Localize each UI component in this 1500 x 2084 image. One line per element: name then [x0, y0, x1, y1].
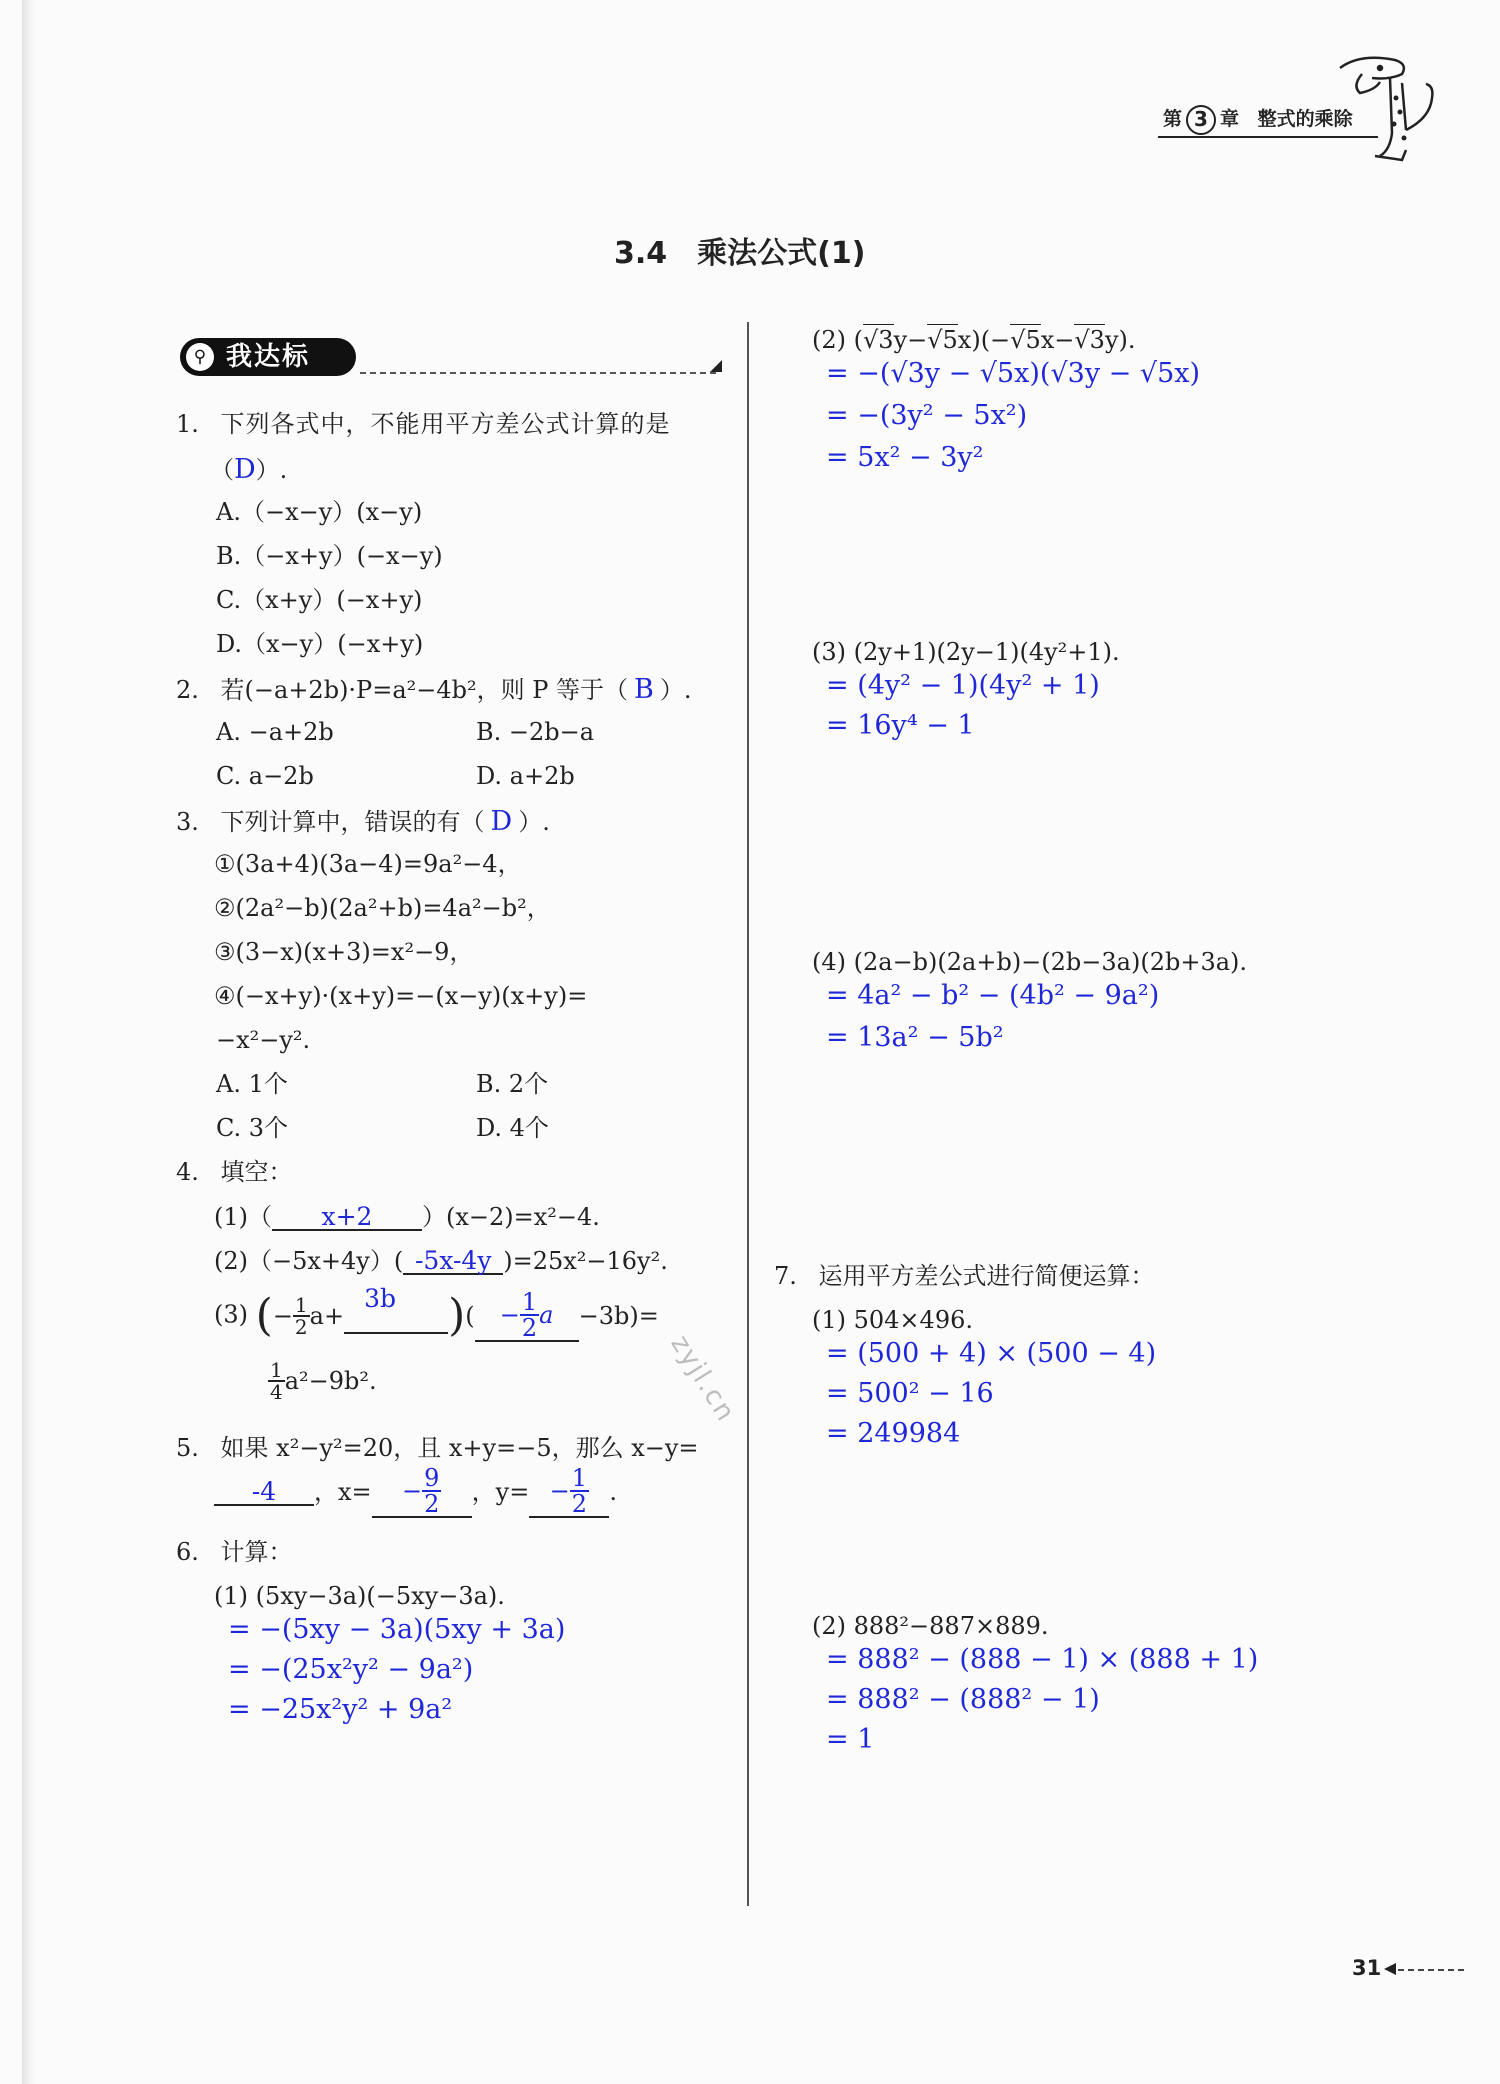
q2-option-a: A. −a+2b — [216, 718, 334, 746]
q7-p1-step2: = 500² − 16 — [826, 1378, 994, 1409]
q6-p2-x2: x− — [1040, 326, 1075, 354]
q6-p4-step2: = 13a² − 5b² — [826, 1022, 1004, 1053]
q4-p3-answer1: 3b — [364, 1284, 396, 1313]
q5-y-sign: − — [549, 1477, 570, 1505]
q7-p1-step3: = 249984 — [826, 1418, 961, 1449]
q3-option-a: A. 1个 — [216, 1070, 288, 1098]
q6-p1-step2: = −(25x²y² − 9a²) — [228, 1654, 474, 1685]
q6-p3-step2: = 16y⁴ − 1 — [826, 710, 975, 741]
q3-item-3: ③(3−x)(x+3)=x²−9， — [214, 938, 474, 966]
q6-p1-step1: = −(5xy − 3a)(5xy + 3a) — [228, 1614, 566, 1645]
badge-label: 我达标 — [226, 342, 311, 372]
chapter-number: 3 — [1186, 105, 1216, 135]
q5-x-den: 2 — [424, 1490, 440, 1518]
watermark: zyjl.cn — [664, 1330, 742, 1428]
q2-stem-a: 若(−a+2b)·P=a²−4b²，则 P 等于（ — [220, 676, 629, 704]
q6-p2-sqrt5b: √5 — [1010, 326, 1041, 354]
q4-p3-tail: −3b)= — [578, 1302, 659, 1330]
q4-stem-text: 填空： — [220, 1158, 293, 1186]
q3-answer: D — [490, 806, 513, 837]
q6-p2-x1: x)(− — [957, 326, 1011, 354]
q4-p3-blank1 — [344, 1284, 448, 1334]
q4-part3 — [214, 1284, 659, 1350]
q2-answer: B — [634, 674, 654, 705]
q3-option-b: B. 2个 — [476, 1070, 549, 1098]
q5-number: 5. — [176, 1434, 199, 1462]
q4-p3-result — [268, 1360, 377, 1402]
q4-p3-minus: − — [272, 1302, 293, 1330]
q4-p3-quarter-num: 1 — [270, 1358, 283, 1382]
q4-p3-quarter-den: 4 — [270, 1380, 283, 1404]
q4-p3-answer2-frac — [520, 1290, 539, 1340]
q4-p3-answer2-num: 1 — [521, 1288, 538, 1316]
chapter-suffix: 章 — [1220, 108, 1240, 130]
bicycle-icon: ⚲ — [186, 343, 214, 371]
q7-p2-step2: = 888² − (888² − 1) — [826, 1684, 1100, 1715]
q4-p2-answer: -5x-4y — [403, 1248, 503, 1275]
q3-item-2: ②(2a²−b)(2a²+b)=4a²−b²， — [214, 894, 551, 922]
q4-p3-result-text: a²−9b². — [284, 1367, 377, 1395]
q3-item-4: ④(−x+y)·(x+y)=−(x−y)(x+y)= — [214, 982, 588, 1010]
q6-p1-problem: (1) (5xy−3a)(−5xy−3a). — [214, 1582, 505, 1610]
q7-stem — [774, 1264, 1155, 1288]
q6-p1-step3: = −25x²y² + 9a² — [228, 1694, 453, 1725]
page-dashed-rule — [1398, 1969, 1464, 1971]
chapter-title: 整式的乘除 — [1257, 108, 1353, 130]
q4-part1 — [214, 1204, 600, 1231]
q4-p3-half-den: 2 — [294, 1315, 308, 1339]
q5-x-frac — [422, 1466, 441, 1516]
column-divider — [747, 322, 749, 1906]
q1-paren-open: （ — [210, 456, 234, 484]
q5-y-label: ，y= — [471, 1478, 530, 1506]
section-title: 3.4 乘法公式(1) — [614, 236, 866, 271]
q4-p3-mid: a+ — [309, 1302, 345, 1330]
q1-line2 — [210, 456, 287, 483]
q6-stem-text: 计算： — [220, 1538, 293, 1566]
q4-part2 — [214, 1248, 668, 1275]
q5-y-blank — [529, 1466, 609, 1518]
q4-p1-rest: ）(x−2)=x²−4. — [422, 1203, 600, 1231]
chapter-prefix: 第 — [1163, 108, 1183, 130]
q1-option-d: D.（x−y）(−x+y) — [216, 630, 424, 658]
page-arrow-icon — [1384, 1963, 1396, 1975]
q4-p3-blank2 — [475, 1290, 579, 1342]
q6-p4-problem: (4) (2a−b)(2a+b)−(2b−3a)(2b+3a). — [812, 948, 1248, 976]
q4-p3-big-paren-close: ) — [448, 1290, 466, 1341]
q5-x-sign: − — [401, 1477, 423, 1505]
q4-p3-big-paren-open: ( — [255, 1290, 273, 1341]
q1-answer: D — [234, 454, 256, 485]
rule-arrow-icon — [710, 360, 722, 372]
q4-stem — [176, 1160, 293, 1184]
q4-p1-answer: x+2 — [272, 1204, 422, 1231]
q2-stem-b: ）. — [659, 676, 692, 704]
q3-option-d: D. 4个 — [476, 1114, 549, 1142]
q4-p2-rest: )=25x²−16y². — [503, 1247, 668, 1275]
q1-number: 1. — [176, 410, 199, 438]
q7-stem-text: 运用平方差公式进行简便运算： — [818, 1262, 1155, 1290]
q4-p3-answer2-var: a — [539, 1301, 554, 1329]
q1-option-b: B.（−x+y）(−x−y) — [216, 542, 443, 570]
q6-p2-label: (2) ( — [812, 326, 863, 354]
q7-p2-step1: = 888² − (888 − 1) × (888 + 1) — [826, 1644, 1259, 1675]
q5-y-den: 2 — [571, 1490, 588, 1518]
q5-end: . — [609, 1478, 617, 1506]
q6-number: 6. — [176, 1538, 199, 1566]
q5-x-label: ，x= — [314, 1478, 372, 1506]
q6-p4-step1: = 4a² − b² − (4b² − 9a²) — [826, 980, 1160, 1011]
q5-stem-text: 如果 x²−y²=20，且 x+y=−5，那么 x−y= — [220, 1434, 699, 1462]
section-badge — [180, 338, 356, 376]
book-spine-shadow — [22, 0, 36, 2084]
q5-x-blank — [372, 1466, 472, 1518]
q4-number: 4. — [176, 1158, 199, 1186]
q3-stem — [176, 808, 550, 835]
q7-p2-step3: = 1 — [826, 1724, 875, 1755]
q2-stem — [176, 676, 692, 703]
q1-option-c: C.（x+y）(−x+y) — [216, 586, 423, 614]
q1-line1 — [176, 412, 671, 436]
page-number: 31 — [1352, 1956, 1382, 1980]
q4-p3-half-num: 1 — [294, 1293, 308, 1317]
q3-option-c: C. 3个 — [216, 1114, 289, 1142]
q2-option-b: B. −2b−a — [476, 718, 595, 746]
q6-p2-step3: = 5x² − 3y² — [826, 442, 984, 473]
q3-stem-b: ）. — [518, 808, 550, 836]
q1-paren-close: ）. — [255, 456, 288, 484]
q4-p3-half — [293, 1295, 310, 1337]
cheetah-mascot-icon — [1320, 38, 1440, 178]
q6-stem — [176, 1540, 293, 1564]
q3-stem-a: 下列计算中，错误的有（ — [220, 808, 485, 836]
q3-item-1: ①(3a+4)(3a−4)=9a²−4， — [214, 850, 522, 878]
q2-option-c: C. a−2b — [216, 762, 314, 790]
q6-p2-step2: = −(3y² − 5x²) — [826, 400, 1028, 431]
q4-p3-label: (3) — [214, 1300, 248, 1329]
q4-p3-answer2-den: 2 — [521, 1314, 538, 1342]
q4-p3-paren2: ( — [465, 1302, 475, 1330]
q6-p2-problem — [812, 328, 1136, 352]
q6-p2-y1: y− — [893, 326, 928, 354]
q5-y-frac — [570, 1466, 589, 1516]
q7-p1-problem: (1) 504×496. — [812, 1306, 973, 1334]
q6-p3-step1: = (4y² − 1)(4y² + 1) — [826, 670, 1100, 701]
q2-number: 2. — [176, 676, 199, 704]
q6-p2-step1: = −(√3y − √5x)(√3y − √5x) — [826, 358, 1201, 389]
q6-p2-sqrt3b: √3 — [1074, 326, 1105, 354]
q1-option-a: A.（−x−y）(x−y) — [216, 498, 423, 526]
q4-p2-label: (2)（−5x+4y）( — [214, 1247, 404, 1275]
q5-stem — [176, 1436, 699, 1460]
q7-number: 7. — [774, 1262, 797, 1290]
q6-p3-problem: (3) (2y+1)(2y−1)(4y²+1). — [812, 638, 1120, 666]
q7-p2-problem: (2) 888²−887×889. — [812, 1612, 1049, 1640]
q4-p3-answer2-sign: − — [499, 1301, 520, 1329]
q6-p2-sqrt5a: √5 — [927, 326, 958, 354]
q3-item-4-cont: −x²−y². — [216, 1026, 311, 1054]
q6-p2-y2: y). — [1104, 326, 1136, 354]
q5-answer1: -4 — [214, 1479, 314, 1506]
badge-dashed-rule — [360, 372, 716, 374]
q4-p1-label: (1)（ — [214, 1203, 272, 1231]
q5-y-num: 1 — [571, 1464, 588, 1492]
q2-option-d: D. a+2b — [476, 762, 575, 790]
q7-p1-step1: = (500 + 4) × (500 − 4) — [826, 1338, 1157, 1369]
q1-stem: 下列各式中，不能用平方差公式计算的是 — [220, 410, 671, 438]
q6-p2-sqrt3a: √3 — [863, 326, 894, 354]
q5-x-num: 9 — [424, 1464, 440, 1492]
q5-answers — [214, 1466, 617, 1522]
q3-number: 3. — [176, 808, 199, 836]
q4-p3-quarter — [268, 1360, 285, 1402]
